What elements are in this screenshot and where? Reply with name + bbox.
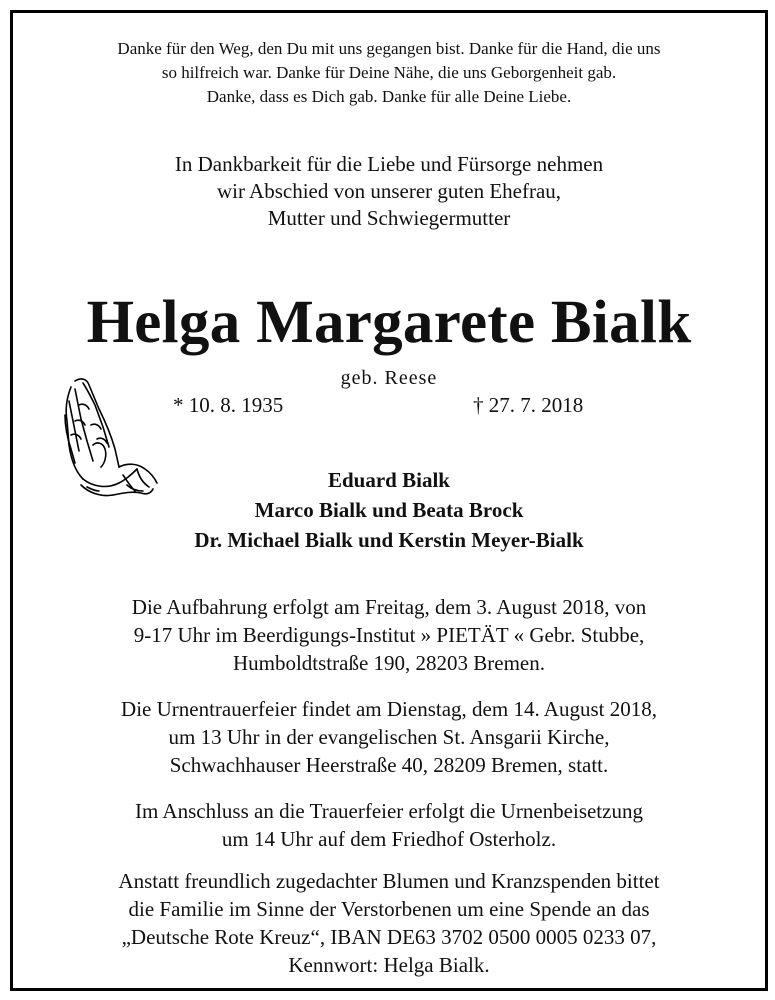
family-members bbox=[13, 465, 765, 555]
quote-line-3: Danke, dass es Dich gab. Danke für alle Deine Liebe. bbox=[206, 87, 572, 106]
deceased-name: Helga Margarete Bialk bbox=[86, 289, 692, 356]
ceremony-line-3: Schwachhauser Heerstraße 40, 28209 Bremen, statt. bbox=[169, 753, 609, 777]
quote-line-1: Danke für den Weg, den Du mit uns gegangen bist. Danke für die Hand, die uns bbox=[117, 39, 661, 58]
intro-line-2: wir Abschied von unserer guten Ehefrau, bbox=[216, 179, 562, 203]
ceremony-line-2: um 13 Uhr in der evangelischen St. Ansgarii Kirche, bbox=[168, 725, 610, 749]
burial-line-1: Im Anschluss an die Trauerfeier erfolgt die Urnenbeisetzung bbox=[135, 799, 643, 823]
donation-line-3: „Deutsche Rote Kreuz“, IBAN DE63 3702 0500 0005 0233 07, bbox=[121, 925, 657, 949]
viewing-line-2: 9-17 Uhr im Beerdigungs-Institut » PIETÄT « Gebr. Stubbe, bbox=[133, 623, 645, 647]
intro-text bbox=[13, 151, 765, 232]
opening-quote bbox=[13, 37, 765, 109]
donation-line-2: die Familie im Sinne der Verstorbenen um eine Spende an das bbox=[128, 897, 650, 921]
obituary-frame bbox=[10, 10, 768, 991]
maiden-name: geb. Reese bbox=[340, 367, 438, 389]
birth-date: * 10. 8. 1935 bbox=[173, 393, 284, 417]
viewing-notice bbox=[13, 593, 765, 677]
intro-line-3: Mutter und Schwiegermutter bbox=[267, 206, 511, 230]
intro-line-1: In Dankbarkeit für die Liebe und Fürsorge nehmen bbox=[174, 152, 604, 176]
ceremony-notice bbox=[13, 695, 765, 779]
family-member: Dr. Michael Bialk und Kerstin Meyer-Bialk bbox=[194, 528, 584, 552]
donation-line-4: Kennwort: Helga Bialk. bbox=[288, 953, 490, 977]
burial-line-2: um 14 Uhr auf dem Friedhof Osterholz. bbox=[221, 827, 557, 851]
viewing-line-1: Die Aufbahrung erfolgt am Freitag, dem 3. August 2018, von bbox=[131, 595, 647, 619]
donation-line-1: Anstatt freundlich zugedachter Blumen und Kranzspenden bittet bbox=[118, 869, 660, 893]
family-member: Eduard Bialk bbox=[328, 468, 450, 492]
ceremony-line-1: Die Urnentrauerfeier findet am Dienstag, dem 14. August 2018, bbox=[121, 697, 657, 721]
death-date: † 27. 7. 2018 bbox=[473, 393, 584, 417]
family-member: Marco Bialk und Beata Brock bbox=[254, 498, 524, 522]
quote-line-2: so hilfreich war. Danke für Deine Nähe, die uns Geborgenheit gab. bbox=[161, 63, 617, 82]
donation-notice bbox=[13, 867, 765, 979]
viewing-line-3: Humboldtstraße 190, 28203 Bremen. bbox=[232, 651, 546, 675]
burial-notice bbox=[13, 797, 765, 853]
